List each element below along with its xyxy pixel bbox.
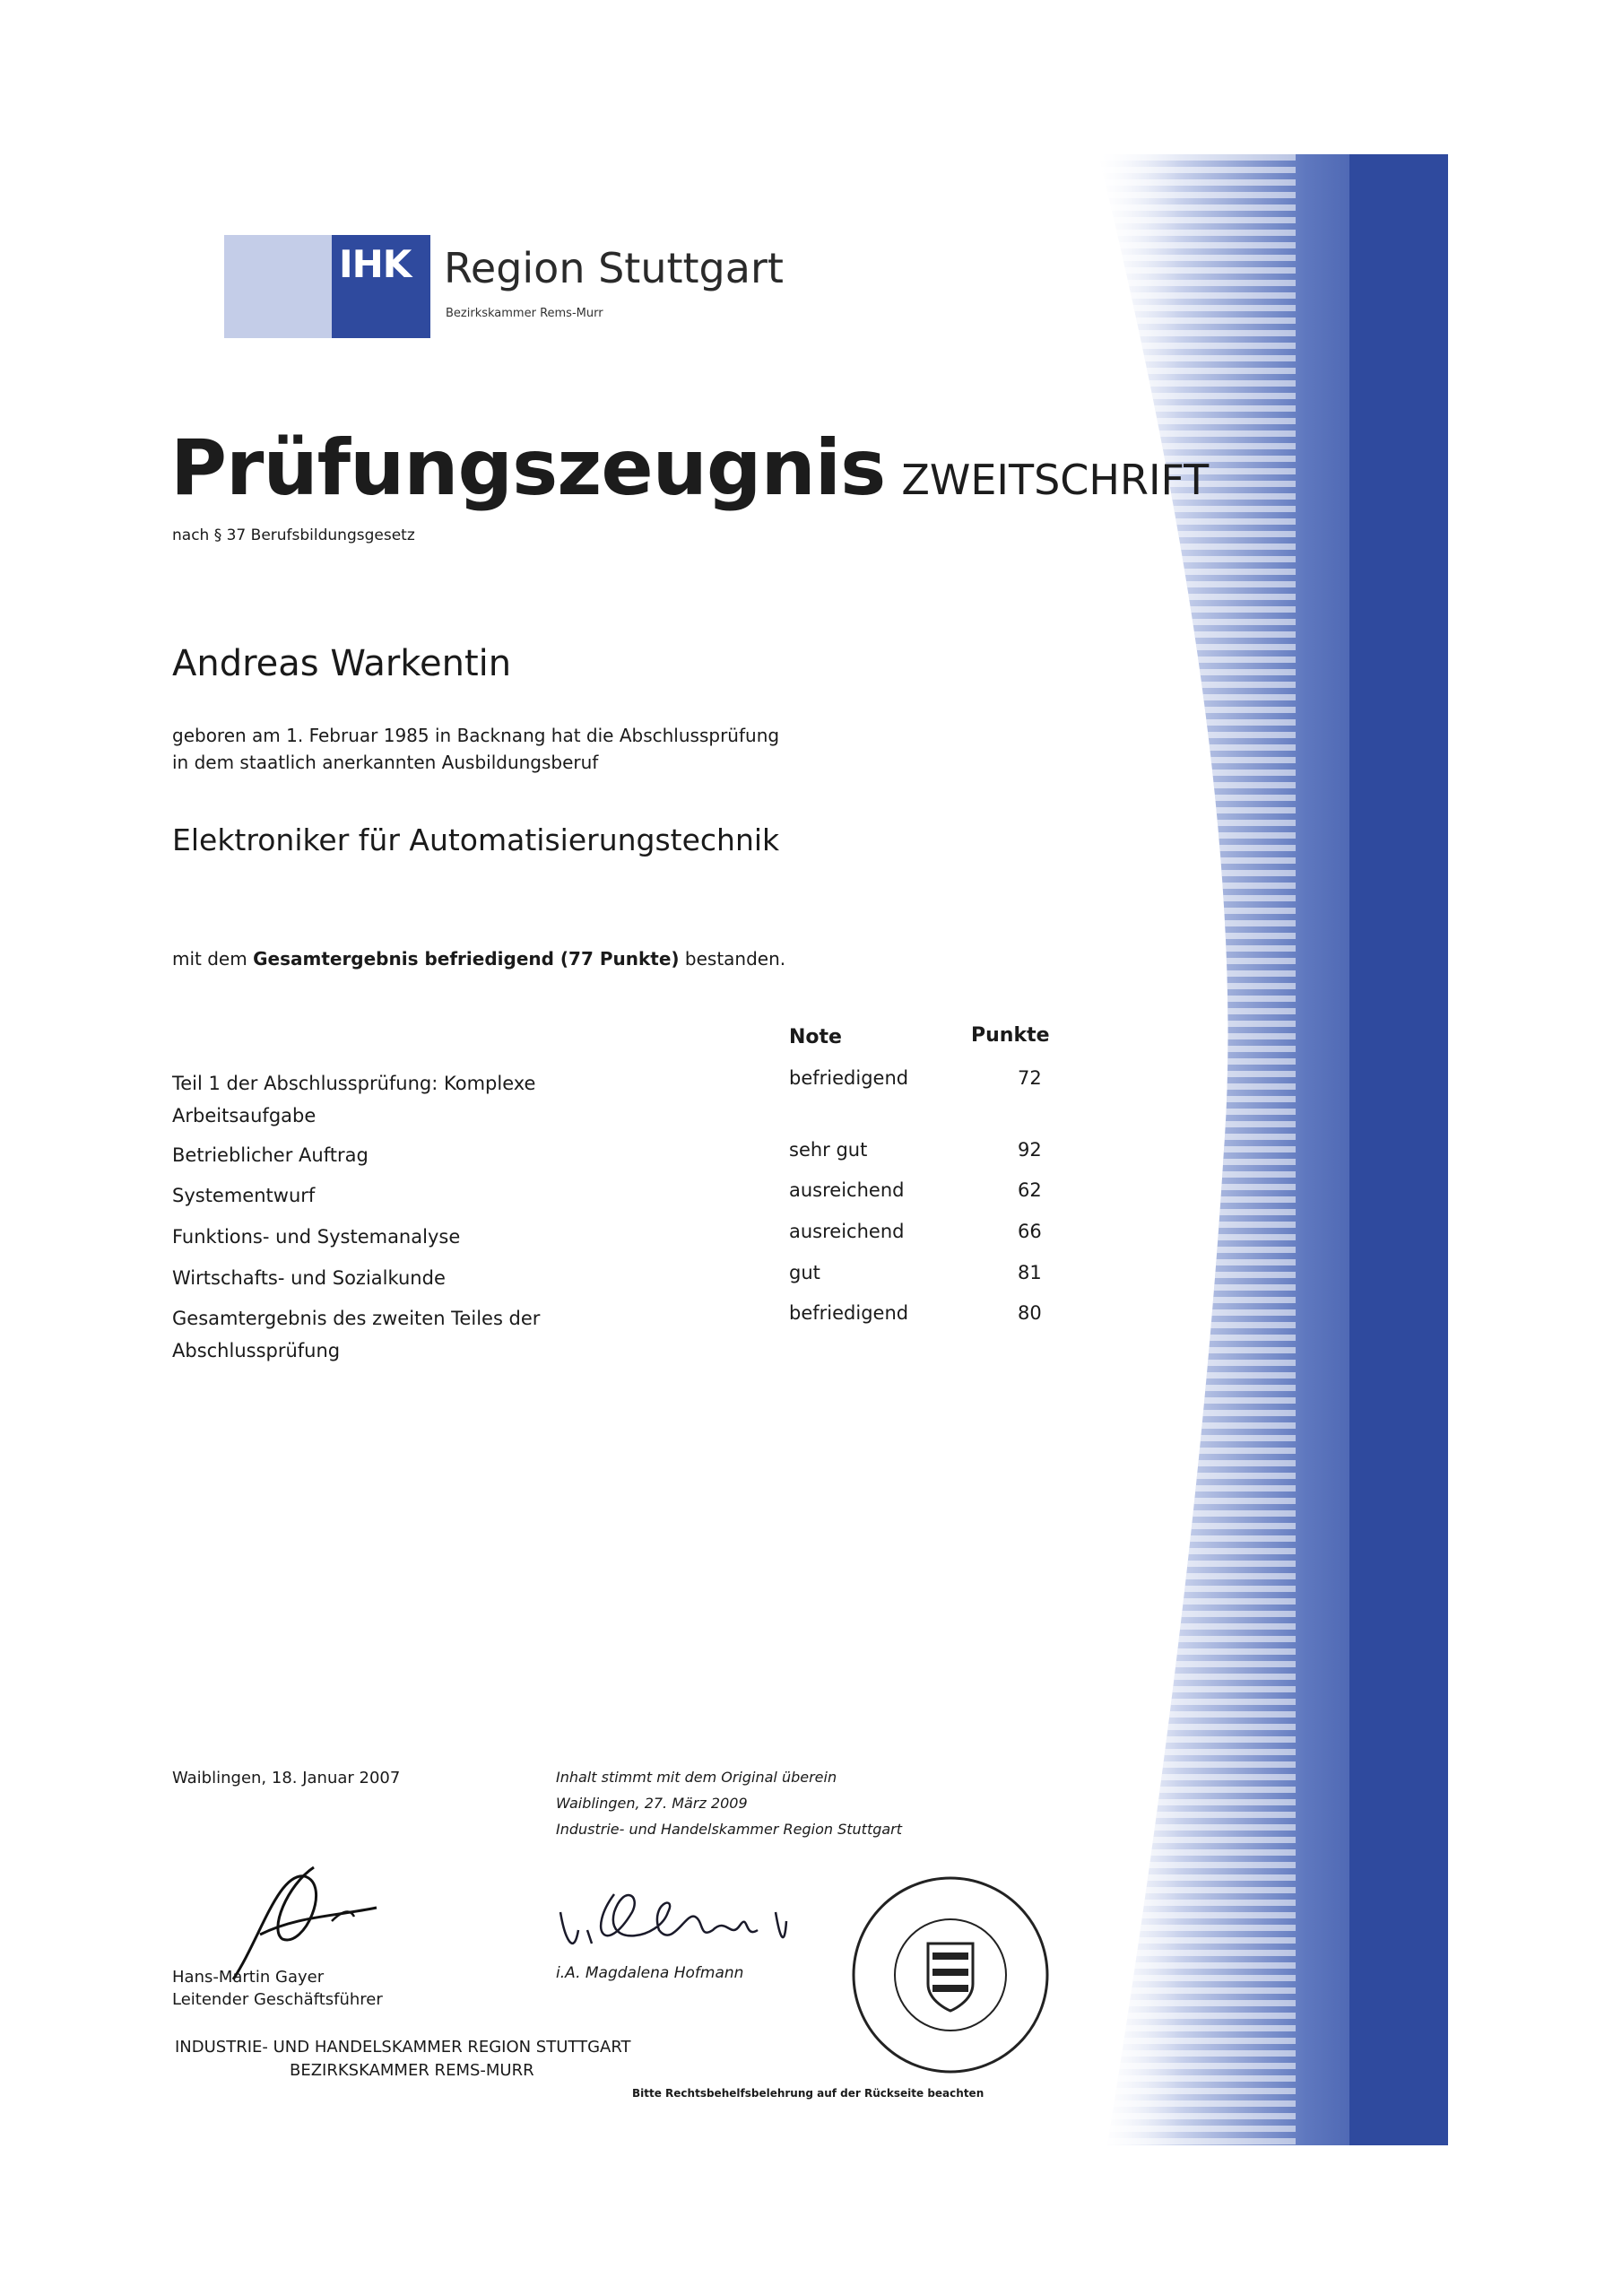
copy-note-line-3: Industrie- und Handelskammer Region Stuttgart bbox=[556, 1821, 903, 1838]
grade-row-label: Betrieblicher Auftrag bbox=[172, 1144, 369, 1166]
grade-row-points: 92 bbox=[1018, 1139, 1042, 1161]
grade-row-note: befriedigend bbox=[789, 1302, 909, 1324]
overall-result bbox=[172, 948, 785, 970]
signature-2 bbox=[551, 1876, 856, 1966]
result-bold: Gesamtergebnis befriedigend (77 Punkte) bbox=[253, 948, 680, 970]
logo-badge-text: IHK bbox=[339, 242, 412, 286]
grade-row-note: gut bbox=[789, 1262, 820, 1283]
copy-note-line-1: Inhalt stimmt mit dem Original überein bbox=[556, 1769, 837, 1786]
logo-subtitle: Bezirkskammer Rems-Murr bbox=[446, 307, 603, 320]
grade-row-points: 62 bbox=[1018, 1179, 1042, 1201]
grade-row-note: ausreichend bbox=[789, 1221, 905, 1242]
legal-note: Bitte Rechtsbehelfsbelehrung auf der Rückseite beachten bbox=[632, 2087, 984, 2100]
document-title bbox=[170, 423, 1209, 513]
signer-1-block bbox=[172, 1966, 531, 2011]
grade-row-points: 72 bbox=[1018, 1067, 1042, 1089]
occupation: Elektroniker für Automatisierungstechnik bbox=[172, 822, 780, 857]
grade-row-points: 80 bbox=[1018, 1302, 1042, 1324]
grade-row-label: Teil 1 der Abschlussprüfung: Komplexe Arbeitsaufgabe bbox=[172, 1073, 536, 1126]
result-suffix: bestanden. bbox=[684, 948, 786, 970]
candidate-name: Andreas Warkentin bbox=[172, 643, 512, 684]
title-suffix: ZWEITSCHRIFT bbox=[901, 456, 1210, 504]
place-date: Waiblingen, 18. Januar 2007 bbox=[172, 1769, 401, 1787]
grades-header-points: Punkte bbox=[971, 1024, 1050, 1047]
signer-1-name: Hans-Martin Gayer bbox=[172, 1968, 325, 1987]
result-prefix: mit dem bbox=[172, 948, 247, 970]
grade-row-label: Gesamtergebnis des zweiten Teiles der Abschlussprüfung bbox=[172, 1308, 541, 1361]
birth-line-1: geboren am 1. Februar 1985 in Backnang hat die Abschlussprüfung bbox=[172, 725, 780, 746]
chamber-line-2: BEZIRKSKAMMER REMS-MURR bbox=[290, 2061, 534, 2080]
signer-2-name: i.A. Magdalena Hofmann bbox=[556, 1964, 744, 1982]
grades-header-note: Note bbox=[789, 1026, 842, 1048]
certificate-sheet bbox=[157, 154, 1448, 2145]
title-main: Prüfungszeugnis bbox=[170, 423, 886, 513]
grade-row-points: 66 bbox=[1018, 1221, 1042, 1242]
grade-row-label: Funktions- und Systemanalyse bbox=[172, 1226, 461, 1248]
grade-row-note: befriedigend bbox=[789, 1067, 909, 1089]
chamber-line-1: INDUSTRIE- UND HANDELSKAMMER REGION STUTTGART bbox=[175, 2038, 631, 2057]
signer-1-role: Leitender Geschäftsführer bbox=[172, 1990, 383, 2009]
grade-row-label: Systementwurf bbox=[172, 1185, 316, 1206]
copy-certification bbox=[556, 1764, 1094, 1842]
law-reference: nach § 37 Berufsbildungsgesetz bbox=[172, 526, 415, 544]
grade-row-label: Wirtschafts- und Sozialkunde bbox=[172, 1267, 446, 1289]
birth-line-2: in dem staatlich anerkannten Ausbildungsberuf bbox=[172, 752, 599, 773]
copy-note-line-2: Waiblingen, 27. März 2009 bbox=[556, 1795, 748, 1812]
chamber-stamp bbox=[175, 2036, 802, 2083]
grade-row-note: ausreichend bbox=[789, 1179, 905, 1201]
logo-region: Region Stuttgart bbox=[444, 244, 784, 292]
grade-row-points: 81 bbox=[1018, 1262, 1042, 1283]
signature-1 bbox=[179, 1831, 412, 1984]
grade-row-note: sehr gut bbox=[789, 1139, 868, 1161]
official-seal-icon bbox=[847, 1872, 1054, 2078]
birth-statement bbox=[172, 722, 979, 776]
